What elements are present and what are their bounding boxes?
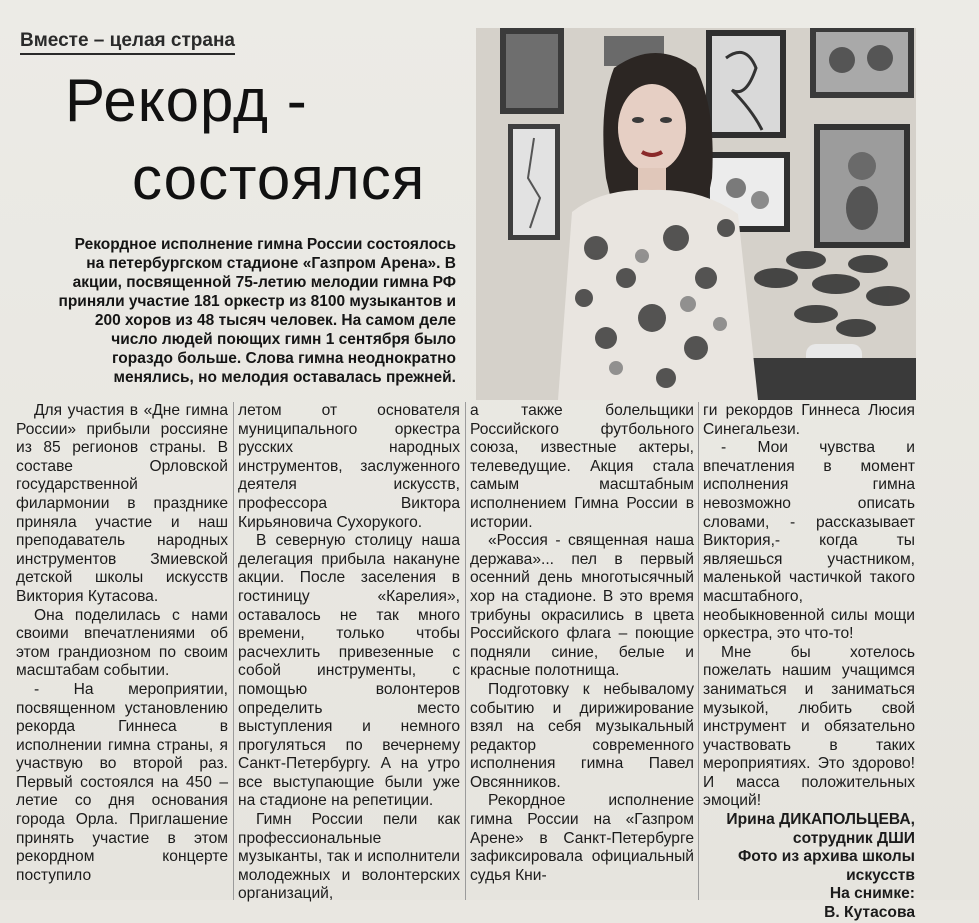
headline-line-2: состоялся	[132, 145, 426, 212]
caption-name: В. Кутасова	[824, 904, 915, 922]
article-column-1	[16, 402, 228, 885]
paragraph: Гимн России пели как профессиональные музыканты, так и исполнители молодежных и волонтерских организаций,	[238, 811, 460, 903]
paragraph: летом от основателя муниципального оркестра русских народных инструментов, заслуженного деятеля искусств, профессора Виктора Кирьяновича Сухорукого.	[238, 402, 460, 531]
paragraph: - На мероприятии, посвященном установлению рекорда Гиннеса в исполнении гимна страны, я участвую во второй раз. Первый состоялся на 450 – летие со дня основания города Орла. Приглашение принять участие в этом рекордном концерте поступило	[16, 680, 228, 884]
paragraph: «Россия - священная наша держава»... пел в первый осенний день многотысячный хор на стадионе. В это время трибуны окрасились в цвета Российского флага – поющие подняли синие, белые и красные полотнища.	[470, 532, 694, 680]
paragraph: Для участия в «Дне гимна России» прибыли россияне из 85 регионов страны. В составе Орловской государственной филармонии в празднике приняла участие и наш преподаватель народных инструментов Змиевской детской школы искусств Виктория Кутасова.	[16, 402, 228, 605]
section-rubric: Вместе – целая страна	[20, 30, 235, 55]
paragraph: Она поделилась с нами своими впечатлениями об этом грандиозном по своим масштабам событии.	[16, 606, 228, 680]
paragraph: В северную столицу наша делегация прибыла накануне акции. После заселения в гостиницу «Карелия», оставалось не так много времени, только чтобы расчехлить привезенные с собой инструменты, с помощью волонтеров определить место выступления и немного прогуляться по вечернему Санкт-Петербургу. А на утро все выступающие были уже на стадионе на репетиции.	[238, 532, 460, 810]
article-photo	[476, 28, 916, 400]
article-column-3	[470, 402, 694, 885]
paragraph: Подготовку к небывалому событию и дирижирование взял на себя музыкальный редактор современного исполнения гимна Павел Овсянников.	[470, 680, 694, 791]
column-rule-3	[698, 402, 699, 900]
paragraph: - Мои чувства и впечатления в момент исполнения гимна невозможно описать словами, - рассказывает Виктория,- когда ты являешься участником, маленькой частичкой такого масштабного, необыкновенной силы мощи оркестра, это что-то!	[703, 439, 915, 643]
column-rule-2	[465, 402, 466, 900]
bleed-text-top	[300, 0, 480, 26]
paragraph: а также болельщики Российского футбольного союза, известные актеры, телеведущие. Акция стала самым масштабным исполнением Гимна России в истории.	[470, 402, 694, 531]
bleed-text-left	[0, 330, 40, 400]
column-rule-1	[233, 402, 234, 900]
caption-label: На снимке:	[829, 885, 915, 903]
photo-illustration	[476, 28, 916, 400]
paragraph: ги рекордов Гиннеса Люсия Синегальези.	[703, 402, 915, 438]
headline-line-1: Рекорд -	[65, 67, 308, 134]
paragraph: Рекордное исполнение гимна России на «Газпром Арене» в Санкт-Петербурге зафиксировала официальный судья Кни-	[470, 792, 694, 884]
article-column-2	[238, 402, 460, 904]
article-column-4	[703, 402, 915, 923]
bleed-text-right	[918, 20, 978, 400]
author-position: сотрудник ДШИ	[792, 829, 915, 847]
lead-paragraph: Рекордное исполнение гимна России состоялось на петербургском стадионе «Газпром Арена». В акции, посвященной 75-летию мелодии гимна РФ приняли участие 181 оркестр из 8100 музыкантов и 200 хоров из 48 тысяч человек. На самом деле число людей поющих гимн 1 сентября было гораздо больше. Слова гимна неоднократно менялись, но мелодия оставалась прежней.	[58, 236, 456, 386]
photo-credit: Фото из архива школы искусств	[738, 848, 915, 884]
author-name: Ирина ДИКАПОЛЬЦЕВА,	[726, 811, 915, 829]
paragraph: Мне бы хотелось пожелать нашим учащимся заниматься и заниматься музыкой, любить свой инструмент и обязательно участвовать в таких мероприятиях. Это здорово! И масса положительных эмоций!	[703, 643, 915, 810]
